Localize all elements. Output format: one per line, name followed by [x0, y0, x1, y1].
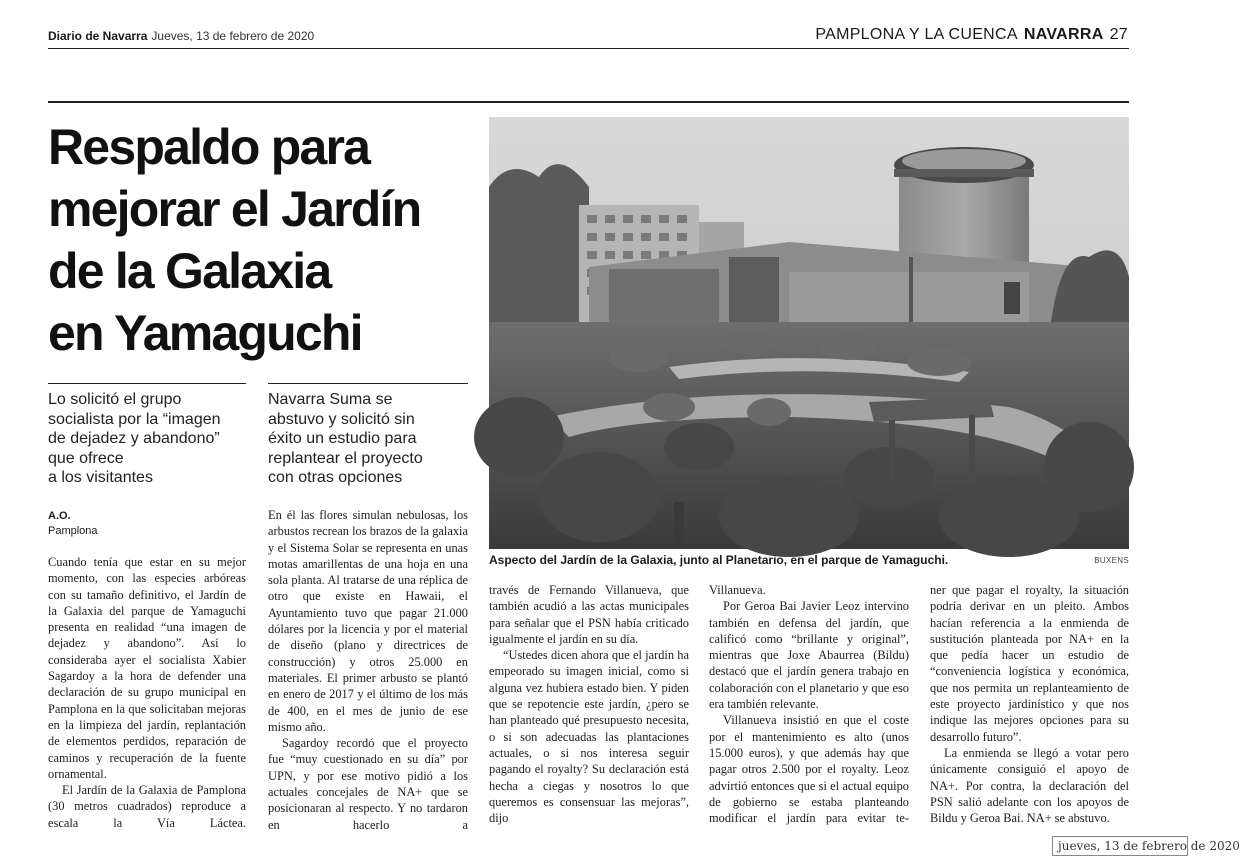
photo-credit: BUXENS: [1094, 556, 1129, 565]
paragraph: ner que pagar el royalty, la situación podría derivar en un pleito. Ambos hacían referencia a la enmienda de sustitución planteada por NA+ en la que pedía hacer un estudio de “conveniencia logística y económica, que nos permita un replanteamiento de este proyecto jardinístico y que nos indique las mejores opciones para su desarrollo futuro”.: [930, 583, 1129, 744]
section-header: [815, 26, 1128, 44]
edition-date: Jueves, 13 de febrero de 2020: [151, 29, 315, 43]
masthead: [48, 29, 314, 43]
paragraph: Villanueva.: [709, 583, 766, 597]
subhead-line: Lo solicitó el grupo: [48, 391, 182, 408]
headline-line: de la Galaxia: [48, 243, 331, 299]
subhead-line: Navarra Suma se: [268, 391, 393, 408]
body-column-2: [268, 507, 468, 833]
subhead-left: [48, 383, 246, 488]
page-number: 27: [1109, 26, 1128, 43]
paper-name: Diario de Navarra: [48, 29, 148, 43]
paragraph: En él las flores simulan nebulosas, los arbustos recrean los brazos de la galaxia y el Sistema Solar se representa en unas motas amarillentas de una hoja en una sola planta. Al tratarse de una réplica de otro que existe en Hawaii, el Ayuntamiento tuvo que pagar 21.000 dólares por la licencia y por el material de diseño (plano y directrices de construcción) y otros 25.000 en materiales. El primer arbusto se plantó en enero de 2017 y el último de los más de 400, en el mes de junio de ese mismo año.: [268, 508, 468, 734]
paragraph: La enmienda se llegó a votar pero únicamente consiguió el apoyo de NA+. Por contra, la declaración del PSN salió adelante con los apoyos de Bildu y Geroa Bai. NA+ se abstuvo.: [930, 745, 1129, 826]
planetarium-garden-photo: [489, 117, 1129, 549]
paragraph: Sagardoy recordó que el proyecto fue “muy cuestionado en su día” por UPN, y por ese motivo pidió a los actuales concejales de NA+ que se posicionaran al respecto. Y no tardaron en hacerlo a: [268, 736, 468, 832]
subhead-right: [268, 383, 468, 488]
paragraph: Cuando tenía que estar en su mejor momento, con las especies arbóreas con su tamaño definitivo, el Jardín de la Galaxia del parque de Yamaguchi presenta en realidad “una imagen de dejadez y abandono”. Así lo consideraba ayer el socialista Xabier Sagardoy a la hora de defender una declaración de su grupo municipal en Pamplona en la que solicitaban mejoras en la limpieza del jardín, replantación de elementos perdidos, reparación de caminos y recuperación de la fuente ornamental.: [48, 555, 246, 781]
article-top-divider: [48, 101, 1129, 103]
subhead-line: de dejadez y abandono”: [48, 430, 220, 447]
paragraph: Villanueva insistió en que el coste por el mantenimiento es alto (unos 15.000 euros), y que además hay que pagar otros 2.500 por el royalty. Leoz advirtió entonces que si el actual equipo de gobierno se estaba planteando modificar el jardín para evitar te-: [709, 713, 909, 826]
headline: [48, 116, 478, 364]
photo-caption: [489, 553, 1129, 567]
body-column-3: [489, 582, 689, 826]
headline-line: mejorar el Jardín: [48, 181, 421, 237]
subhead-line: con otras opciones: [268, 469, 403, 486]
section-category: NAVARRA: [1023, 26, 1104, 43]
paragraph: Por Geroa Bai Javier Leoz intervino también en defensa del jardín, que calificó como “brillante y original”, mientras que Joxe Abaurrea (Bildu) destacó que el jardín genera trabajo en colaboración con el planetario y que eso era también relevante.: [709, 599, 909, 712]
caption-text: Aspecto del Jardín de la Galaxia, junto al Planetario, en el parque de Yamaguchi.: [489, 553, 949, 567]
body-column-5: [930, 582, 1129, 826]
subhead-line: replantear el proyecto: [268, 449, 423, 467]
subhead-line: abstuvo y solicitó sin: [268, 410, 415, 428]
paragraph: El Jardín de la Galaxia de Pamplona (30 metros cuadrados) reproduce a escala la Vía Láctea.: [48, 783, 246, 830]
body-column-4: [709, 582, 909, 826]
headline-line: Respaldo para: [48, 119, 370, 175]
subhead-line: que ofrece: [48, 449, 124, 467]
header-divider: [48, 48, 1129, 49]
paragraph: través de Fernando Villanueva, que también acudió a las actas municipales para señalar que el PSN había criticado igualmente el jardín en su día.: [489, 583, 689, 646]
paragraph: “Ustedes dicen ahora que el jardín ha empeorado su imagen inicial, como si alguna vez hubiera estado bien. Y piden que se repotencie este jardín, ¿pero se han planteado qué presupuesto necesita, o si son adecuadas las plantaciones actuales, o si nos interesa seguir pagando el royalty? Su declaración está hecha a ciegas y nosotros lo que queremos es consensuar las mejoras”, dijo: [489, 648, 689, 826]
dateline-location: Pamplona: [48, 525, 98, 537]
author: A.O.: [48, 510, 71, 522]
byline: [48, 509, 98, 539]
subhead-line: a los visitantes: [48, 469, 153, 486]
subhead-line: socialista por la “imagen: [48, 410, 221, 428]
section-name: PAMPLONA Y LA CUENCA: [815, 26, 1018, 43]
body-column-1: [48, 554, 246, 831]
headline-line: en Yamaguchi: [48, 305, 362, 361]
date-tooltip: jueves, 13 de febrero de 2020: [1052, 836, 1188, 856]
article-photo: [489, 117, 1129, 549]
subhead-line: éxito un estudio para: [268, 430, 417, 447]
